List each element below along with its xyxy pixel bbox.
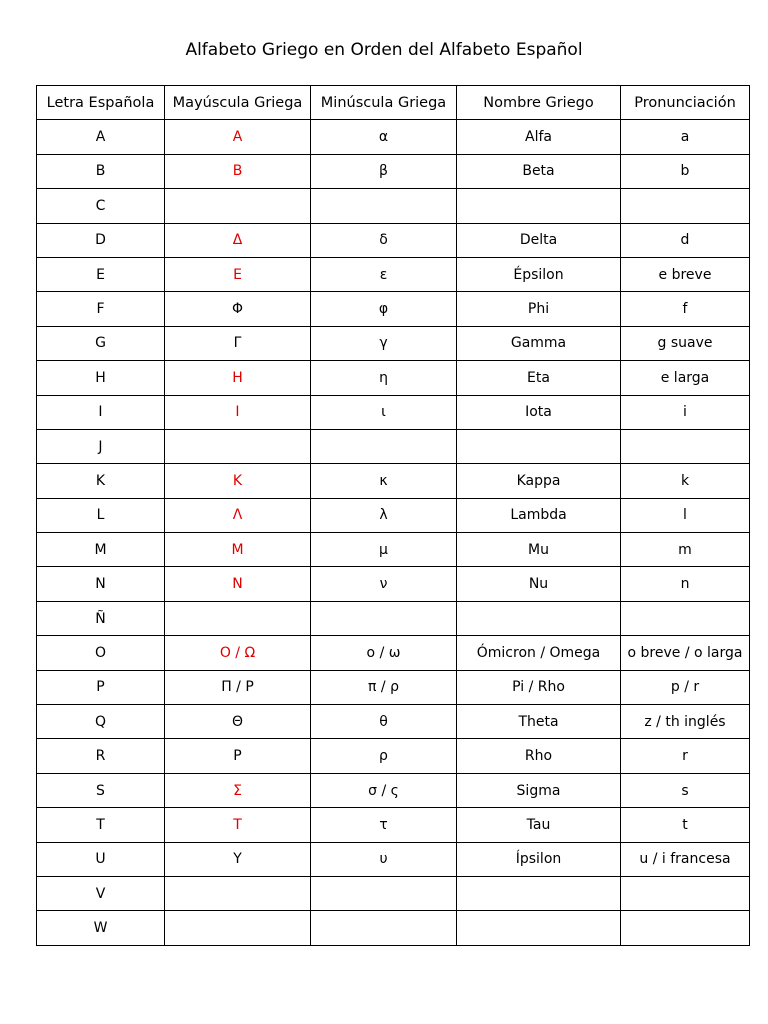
greek-name-cell: Sigma — [457, 773, 621, 807]
greek-lowercase-cell: δ — [311, 223, 457, 257]
greek-name-cell: Eta — [457, 361, 621, 395]
greek-uppercase-cell: Λ — [165, 498, 311, 532]
greek-name-cell: Theta — [457, 705, 621, 739]
spanish-letter-cell: Q — [37, 705, 165, 739]
greek-name-cell: Ípsilon — [457, 842, 621, 876]
greek-lowercase-cell: λ — [311, 498, 457, 532]
header-greek-uppercase: Mayúscula Griega — [165, 86, 311, 120]
greek-name-cell: Beta — [457, 154, 621, 188]
table-row — [37, 154, 750, 188]
spanish-letter-cell: N — [37, 567, 165, 601]
greek-uppercase-cell: Γ — [165, 326, 311, 360]
greek-lowercase-cell: φ — [311, 292, 457, 326]
spanish-letter-cell: V — [37, 876, 165, 910]
greek-lowercase-cell — [311, 876, 457, 910]
greek-lowercase-cell: γ — [311, 326, 457, 360]
greek-lowercase-cell: υ — [311, 842, 457, 876]
greek-lowercase-cell — [311, 429, 457, 463]
pronunciation-cell: m — [621, 533, 750, 567]
greek-lowercase-cell: σ / ς — [311, 773, 457, 807]
pronunciation-cell: s — [621, 773, 750, 807]
spanish-letter-cell: K — [37, 464, 165, 498]
table-row — [37, 601, 750, 635]
greek-lowercase-cell: ο / ω — [311, 636, 457, 670]
greek-lowercase-cell: μ — [311, 533, 457, 567]
greek-lowercase-cell: π / ρ — [311, 670, 457, 704]
greek-lowercase-cell — [311, 189, 457, 223]
pronunciation-cell: i — [621, 395, 750, 429]
spanish-letter-cell: J — [37, 429, 165, 463]
pronunciation-cell — [621, 189, 750, 223]
header-greek-name: Nombre Griego — [457, 86, 621, 120]
greek-uppercase-cell: Π / Ρ — [165, 670, 311, 704]
table-row — [37, 464, 750, 498]
greek-uppercase-cell: Υ — [165, 842, 311, 876]
greek-uppercase-cell: Φ — [165, 292, 311, 326]
spanish-letter-cell: G — [37, 326, 165, 360]
greek-uppercase-cell: Ε — [165, 257, 311, 291]
greek-name-cell — [457, 876, 621, 910]
greek-name-cell: Iota — [457, 395, 621, 429]
greek-name-cell: Tau — [457, 808, 621, 842]
pronunciation-cell: e larga — [621, 361, 750, 395]
greek-lowercase-cell: β — [311, 154, 457, 188]
greek-name-cell — [457, 601, 621, 635]
greek-uppercase-cell — [165, 429, 311, 463]
spanish-letter-cell: E — [37, 257, 165, 291]
greek-uppercase-cell — [165, 876, 311, 910]
greek-name-cell — [457, 189, 621, 223]
pronunciation-cell: l — [621, 498, 750, 532]
greek-uppercase-cell — [165, 189, 311, 223]
greek-lowercase-cell: α — [311, 120, 457, 154]
spanish-letter-cell: S — [37, 773, 165, 807]
pronunciation-cell: p / r — [621, 670, 750, 704]
spanish-letter-cell: F — [37, 292, 165, 326]
greek-name-cell: Kappa — [457, 464, 621, 498]
greek-name-cell — [457, 911, 621, 945]
table-row — [37, 395, 750, 429]
pronunciation-cell — [621, 911, 750, 945]
greek-lowercase-cell: ν — [311, 567, 457, 601]
spanish-letter-cell: P — [37, 670, 165, 704]
pronunciation-cell: a — [621, 120, 750, 154]
greek-lowercase-cell — [311, 911, 457, 945]
greek-uppercase-cell — [165, 911, 311, 945]
pronunciation-cell: g suave — [621, 326, 750, 360]
table-header-row — [37, 86, 750, 120]
pronunciation-cell: u / i francesa — [621, 842, 750, 876]
table-row — [37, 739, 750, 773]
table-row — [37, 326, 750, 360]
spanish-letter-cell: O — [37, 636, 165, 670]
header-greek-lowercase: Minúscula Griega — [311, 86, 457, 120]
greek-alphabet-table — [36, 85, 750, 946]
pronunciation-cell: n — [621, 567, 750, 601]
table-row — [37, 842, 750, 876]
table-row — [37, 292, 750, 326]
greek-lowercase-cell: κ — [311, 464, 457, 498]
greek-name-cell: Lambda — [457, 498, 621, 532]
greek-lowercase-cell: ι — [311, 395, 457, 429]
pronunciation-cell: e breve — [621, 257, 750, 291]
greek-lowercase-cell: ε — [311, 257, 457, 291]
pronunciation-cell: o breve / o larga — [621, 636, 750, 670]
pronunciation-cell — [621, 429, 750, 463]
table-row — [37, 911, 750, 945]
greek-uppercase-cell: Μ — [165, 533, 311, 567]
table-row — [37, 773, 750, 807]
greek-name-cell: Gamma — [457, 326, 621, 360]
pronunciation-cell: f — [621, 292, 750, 326]
spanish-letter-cell: M — [37, 533, 165, 567]
table-row — [37, 705, 750, 739]
greek-name-cell: Nu — [457, 567, 621, 601]
greek-uppercase-cell: Σ — [165, 773, 311, 807]
greek-lowercase-cell: τ — [311, 808, 457, 842]
table-row — [37, 636, 750, 670]
spanish-letter-cell: R — [37, 739, 165, 773]
spanish-letter-cell: I — [37, 395, 165, 429]
greek-lowercase-cell: θ — [311, 705, 457, 739]
spanish-letter-cell: T — [37, 808, 165, 842]
spanish-letter-cell: D — [37, 223, 165, 257]
greek-name-cell: Pi / Rho — [457, 670, 621, 704]
table-row — [37, 567, 750, 601]
greek-name-cell: Ómicron / Omega — [457, 636, 621, 670]
greek-uppercase-cell: Θ — [165, 705, 311, 739]
pronunciation-cell: r — [621, 739, 750, 773]
spanish-letter-cell: L — [37, 498, 165, 532]
spanish-letter-cell: Ñ — [37, 601, 165, 635]
header-pronunciation: Pronunciación — [621, 86, 750, 120]
spanish-letter-cell: W — [37, 911, 165, 945]
greek-name-cell — [457, 429, 621, 463]
spanish-letter-cell: U — [37, 842, 165, 876]
table-row — [37, 498, 750, 532]
greek-name-cell: Alfa — [457, 120, 621, 154]
greek-name-cell: Rho — [457, 739, 621, 773]
table-row — [37, 257, 750, 291]
greek-name-cell: Phi — [457, 292, 621, 326]
greek-name-cell: Delta — [457, 223, 621, 257]
greek-uppercase-cell: Α — [165, 120, 311, 154]
spanish-letter-cell: B — [37, 154, 165, 188]
greek-name-cell: Épsilon — [457, 257, 621, 291]
greek-uppercase-cell — [165, 601, 311, 635]
pronunciation-cell: z / th inglés — [621, 705, 750, 739]
table-row — [37, 670, 750, 704]
greek-lowercase-cell: η — [311, 361, 457, 395]
pronunciation-cell — [621, 876, 750, 910]
pronunciation-cell: b — [621, 154, 750, 188]
greek-lowercase-cell: ρ — [311, 739, 457, 773]
table-body — [37, 120, 750, 945]
table-row — [37, 808, 750, 842]
page-title: Alfabeto Griego en Orden del Alfabeto Español — [185, 40, 583, 60]
greek-uppercase-cell: Ν — [165, 567, 311, 601]
pronunciation-cell: d — [621, 223, 750, 257]
greek-uppercase-cell: Ι — [165, 395, 311, 429]
spanish-letter-cell: A — [37, 120, 165, 154]
greek-uppercase-cell: Η — [165, 361, 311, 395]
table-row — [37, 876, 750, 910]
greek-uppercase-cell: Τ — [165, 808, 311, 842]
pronunciation-cell — [621, 601, 750, 635]
table-row — [37, 223, 750, 257]
table-row — [37, 429, 750, 463]
greek-uppercase-cell: Ο / Ω — [165, 636, 311, 670]
greek-uppercase-cell: Κ — [165, 464, 311, 498]
table-row — [37, 361, 750, 395]
greek-uppercase-cell: Β — [165, 154, 311, 188]
table-row — [37, 189, 750, 223]
greek-uppercase-cell: Ρ — [165, 739, 311, 773]
table-row — [37, 533, 750, 567]
pronunciation-cell: t — [621, 808, 750, 842]
spanish-letter-cell: H — [37, 361, 165, 395]
greek-lowercase-cell — [311, 601, 457, 635]
spanish-letter-cell: C — [37, 189, 165, 223]
table-row — [37, 120, 750, 154]
greek-name-cell: Mu — [457, 533, 621, 567]
greek-uppercase-cell: Δ — [165, 223, 311, 257]
header-spanish-letter: Letra Española — [37, 86, 165, 120]
pronunciation-cell: k — [621, 464, 750, 498]
